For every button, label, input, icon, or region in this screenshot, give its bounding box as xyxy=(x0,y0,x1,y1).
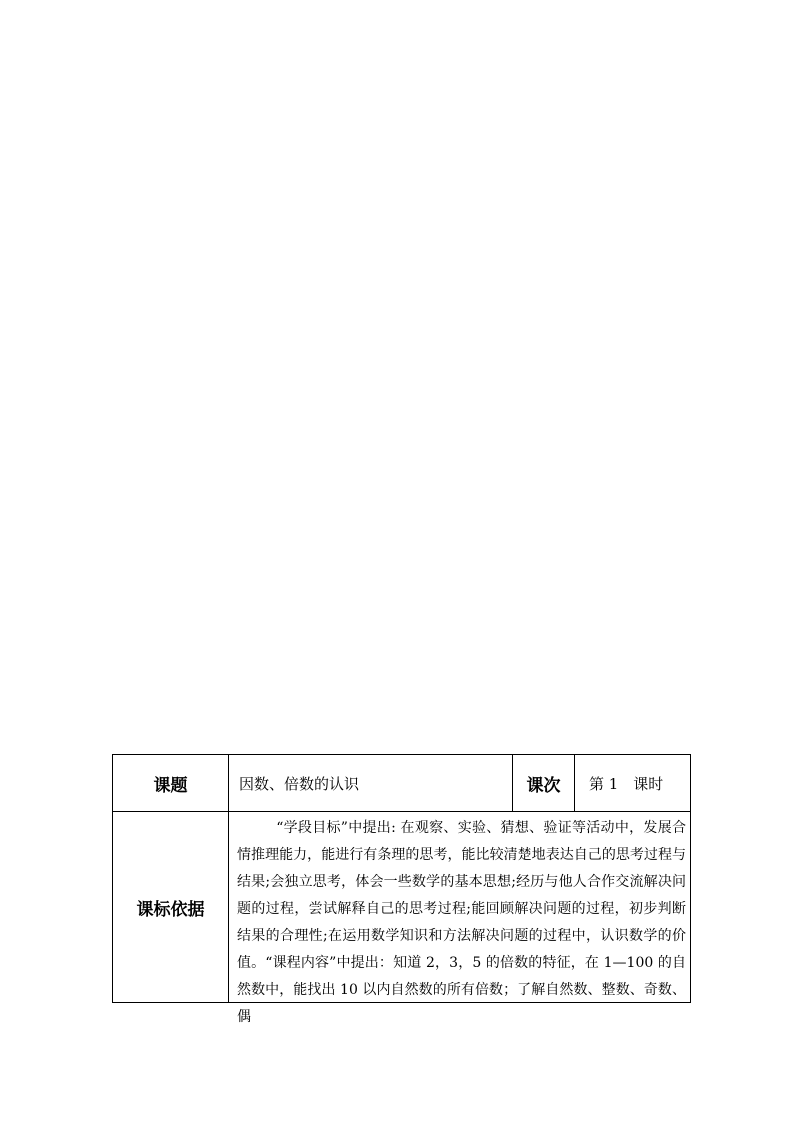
curriculum-basis-text: “学段目标”中提出: 在观察、实验、猜想、验证等活动中，发展合情推理能力，能进行有条理的思考，能比较清楚地表达自己的思考过程与结果;会独立思考，体会一些数学的基本思想;经历与他人合作交流解决问题的过程，尝试解释自己的思考过程;能回顾解决问题的过程，初步判断结果的合理性;在运用数学知识和方法解决问题的过程中，认识数学的价值。“课程内容”中提出：知道 2，3，5 的倍数的特征，在 1—100 的自然数中，能找出 10 以内自然数的所有倍数；了解自然数、整数、奇数、偶 xyxy=(237,820,686,1025)
session-value: 第 1 课时 xyxy=(575,755,691,812)
session-label: 课次 xyxy=(513,755,575,812)
topic-label: 课题 xyxy=(113,755,229,812)
curriculum-basis-row xyxy=(113,812,691,1003)
topic-row xyxy=(113,755,691,812)
curriculum-basis-label: 课标依据 xyxy=(113,812,229,1003)
topic-value: 因数、倍数的认识 xyxy=(229,755,513,812)
lesson-plan-table xyxy=(112,754,691,1025)
curriculum-basis-cell xyxy=(229,812,691,1025)
